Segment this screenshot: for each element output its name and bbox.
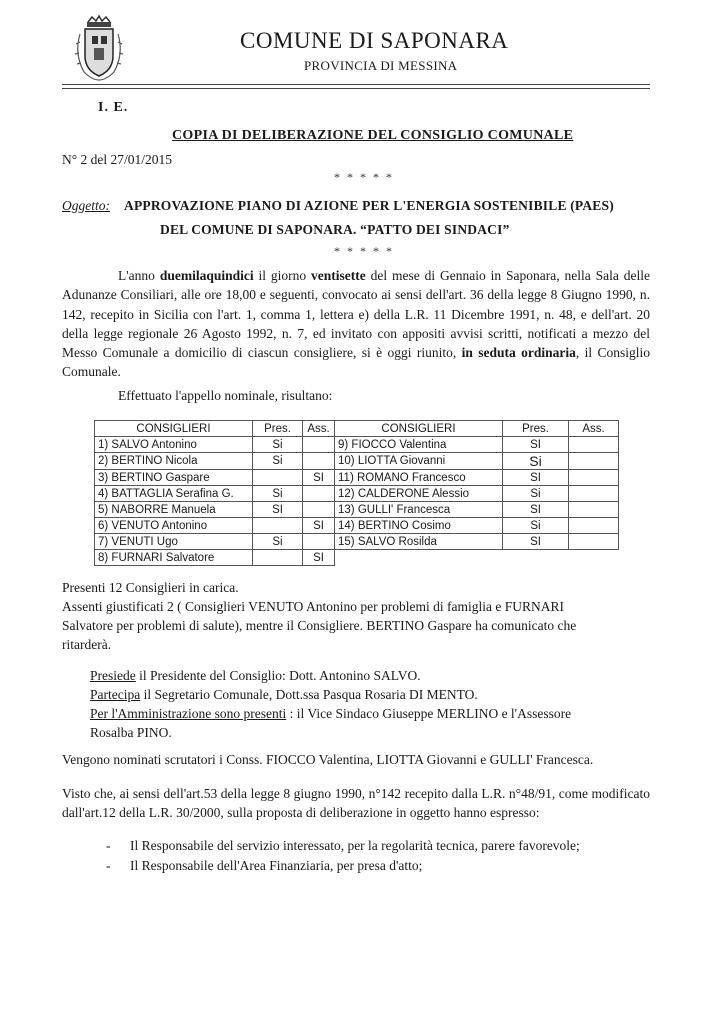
visto-paragraph: Visto che, ai sensi dell'art.53 della legge 8 giugno 1990, n°142 recepito dalla L.R. n°48/91, come modificato dall'art.12 della L.R. 30/2000, sulla proposta di deliberazione in oggetto hanno espresso: bbox=[62, 786, 650, 821]
province-name: PROVINCIA DI MESSINA bbox=[304, 58, 458, 73]
intro-text-e: del mese di Gennaio in Saponara, nella Sala delle Adunanze Consiliari, alle ore 18,00 e seguenti, convocato ai sensi dell'art. 36 della legge 8 Giugno 1990, n. 142, recepito in Sicilia con l'art. 1, comma 1, lettera e) della L.R. 11 Dicembre 1991, n. 48, e dell'art. 20 della legge regionale 26 Agosto 1992, n. 7, ed invitato con appositi avvisi scritti, notificati a mezzo del Messo Comunale a domicilio di ciascun consigliere, si è oggi riunito, bbox=[62, 268, 650, 361]
bullet-financial-opinion: Il Responsabile dell'Area Finanziaria, per presa d'atto; bbox=[130, 858, 423, 873]
councillor-name: 6) VENUTO Antonino bbox=[95, 518, 253, 534]
councillor-name: 7) VENUTI Ugo bbox=[95, 534, 253, 550]
administration-line-2: Rosalba PINO. bbox=[90, 725, 172, 740]
document-type: COPIA DI DELIBERAZIONE DEL CONSIGLIO COMUNALE bbox=[172, 128, 574, 143]
councillor-name: 12) CALDERONE Alessio bbox=[335, 486, 503, 502]
administration-line bbox=[90, 706, 571, 722]
present-mark: Si bbox=[503, 518, 569, 534]
administration-label: Per l'Amministrazione sono presenti bbox=[90, 706, 287, 721]
intro-paragraph bbox=[62, 266, 650, 382]
intro-year: duemilaquindici bbox=[159, 268, 254, 283]
absent-mark bbox=[303, 486, 335, 502]
empty-cell bbox=[569, 550, 619, 566]
attendance-header-row bbox=[95, 421, 619, 437]
roll-call-intro: Effettuato l'appello nominale, risultano: bbox=[118, 388, 333, 403]
presiede-label: Presiede bbox=[90, 668, 136, 683]
header-rule-bottom bbox=[62, 88, 650, 89]
bullet-technical-opinion: Il Responsabile del servizio interessato, per la regolarità tecnica, parere favorevole; bbox=[130, 838, 580, 853]
table-row bbox=[95, 502, 619, 518]
present-mark: SI bbox=[503, 502, 569, 518]
administration-text: : il Vice Sindaco Giuseppe MERLINO e l'Assessore bbox=[286, 706, 572, 721]
intro-text-c: il giorno bbox=[253, 268, 312, 283]
partecipa-label: Partecipa bbox=[90, 687, 141, 702]
present-mark bbox=[253, 470, 303, 486]
councillor-name: 2) BERTINO Nicola bbox=[95, 453, 253, 470]
header-present: Pres. bbox=[253, 421, 303, 437]
header-present: Pres. bbox=[503, 421, 569, 437]
object-line-2: DEL COMUNE DI SAPONARA. “PATTO DEI SINDACI” bbox=[160, 222, 510, 237]
municipal-coat-of-arms bbox=[70, 14, 128, 84]
table-row bbox=[95, 470, 619, 486]
scrutatori-line: Vengono nominati scrutatori i Conss. FIOCCO Valentina, LIOTTA Giovanni e GULLI' Francesca. bbox=[62, 752, 594, 767]
header-absent: Ass. bbox=[303, 421, 335, 437]
present-mark: SI bbox=[253, 502, 303, 518]
absent-mark bbox=[569, 518, 619, 534]
councillor-name: 4) BATTAGLIA Serafina G. bbox=[95, 486, 253, 502]
councillor-name: 11) ROMANO Francesco bbox=[335, 470, 503, 486]
absent-line-3: ritarderà. bbox=[62, 637, 112, 652]
councillor-name: 9) FIOCCO Valentina bbox=[335, 437, 503, 453]
empty-cell bbox=[335, 550, 503, 566]
present-mark: Si bbox=[253, 437, 303, 453]
present-mark bbox=[253, 550, 303, 566]
header-councillors: CONSIGLIERI bbox=[335, 421, 503, 437]
councillor-name: 14) BERTINO Cosimo bbox=[335, 518, 503, 534]
councillor-name: 15) SALVO Rosilda bbox=[335, 534, 503, 550]
table-row bbox=[95, 534, 619, 550]
table-row bbox=[95, 437, 619, 453]
present-count: Presenti 12 Consiglieri in carica. bbox=[62, 580, 239, 595]
presiede-text: il Presidente del Consiglio: Dott. Antonino SALVO. bbox=[135, 668, 421, 683]
absent-line-2: Salvatore per problemi di salute), mentre il Consigliere. BERTINO Gaspare ha comunicato che bbox=[62, 618, 577, 633]
present-mark: Si bbox=[503, 486, 569, 502]
absent-mark bbox=[303, 453, 335, 470]
councillor-name: 3) BERTINO Gaspare bbox=[95, 470, 253, 486]
present-mark bbox=[253, 518, 303, 534]
present-mark: SI bbox=[503, 534, 569, 550]
partecipa-line bbox=[90, 687, 478, 703]
absent-mark bbox=[569, 534, 619, 550]
absent-mark bbox=[569, 486, 619, 502]
absent-line-1: Assenti giustificati 2 ( Consiglieri VENUTO Antonino per problemi di famiglia e FURNARI bbox=[62, 599, 564, 614]
absent-mark: SI bbox=[303, 470, 335, 486]
present-mark: Si bbox=[253, 534, 303, 550]
present-mark: SI bbox=[503, 470, 569, 486]
table-row bbox=[95, 550, 619, 566]
absent-mark: SI bbox=[303, 550, 335, 566]
presiede-line bbox=[90, 668, 421, 684]
present-mark: Si bbox=[253, 453, 303, 470]
partecipa-text: il Segretario Comunale, Dott.ssa Pasqua Rosaria DI MENTO. bbox=[140, 687, 478, 702]
table-row bbox=[95, 486, 619, 502]
object-label: Oggetto: bbox=[62, 198, 110, 213]
intro-text-a: L'anno bbox=[118, 268, 160, 283]
attendance-table bbox=[94, 420, 619, 566]
header-rule-top bbox=[62, 84, 650, 85]
absent-mark bbox=[569, 437, 619, 453]
absent-mark bbox=[569, 502, 619, 518]
councillor-name: 1) SALVO Antonino bbox=[95, 437, 253, 453]
absent-mark bbox=[569, 470, 619, 486]
bullet-mark: - bbox=[106, 838, 111, 853]
table-row bbox=[95, 453, 619, 470]
councillor-name: 8) FURNARI Salvatore bbox=[95, 550, 253, 566]
header-absent: Ass. bbox=[569, 421, 619, 437]
municipality-name: COMUNE DI SAPONARA bbox=[240, 28, 509, 53]
present-mark: Si bbox=[253, 486, 303, 502]
table-row bbox=[95, 518, 619, 534]
present-mark: Si bbox=[503, 453, 569, 470]
intro-text-g: , il Consiglio Comunale. bbox=[62, 345, 650, 380]
absent-mark bbox=[569, 453, 619, 470]
absent-mark bbox=[303, 534, 335, 550]
intro-session-type: in seduta ordinaria bbox=[461, 345, 576, 361]
absent-mark bbox=[303, 502, 335, 518]
councillor-name: 10) LIOTTA Giovanni bbox=[335, 453, 503, 470]
separator-stars-2: * * * * * bbox=[334, 244, 394, 258]
separator-stars: * * * * * bbox=[334, 170, 394, 184]
immediate-execution-mark: I. E. bbox=[98, 100, 129, 115]
object-line-1: APPROVAZIONE PIANO DI AZIONE PER L'ENERGIA SOSTENIBILE (PAES) bbox=[124, 198, 614, 213]
councillor-name: 13) GULLI' Francesca bbox=[335, 502, 503, 518]
bullet-mark: - bbox=[106, 858, 111, 873]
present-mark: SI bbox=[503, 437, 569, 453]
councillor-name: 5) NABORRE Manuela bbox=[95, 502, 253, 518]
header-councillors: CONSIGLIERI bbox=[95, 421, 253, 437]
absent-mark bbox=[303, 437, 335, 453]
empty-cell bbox=[503, 550, 569, 566]
intro-day: ventisette bbox=[311, 268, 366, 283]
deliberation-number: N° 2 del 27/01/2015 bbox=[62, 152, 173, 167]
absent-mark: SI bbox=[303, 518, 335, 534]
